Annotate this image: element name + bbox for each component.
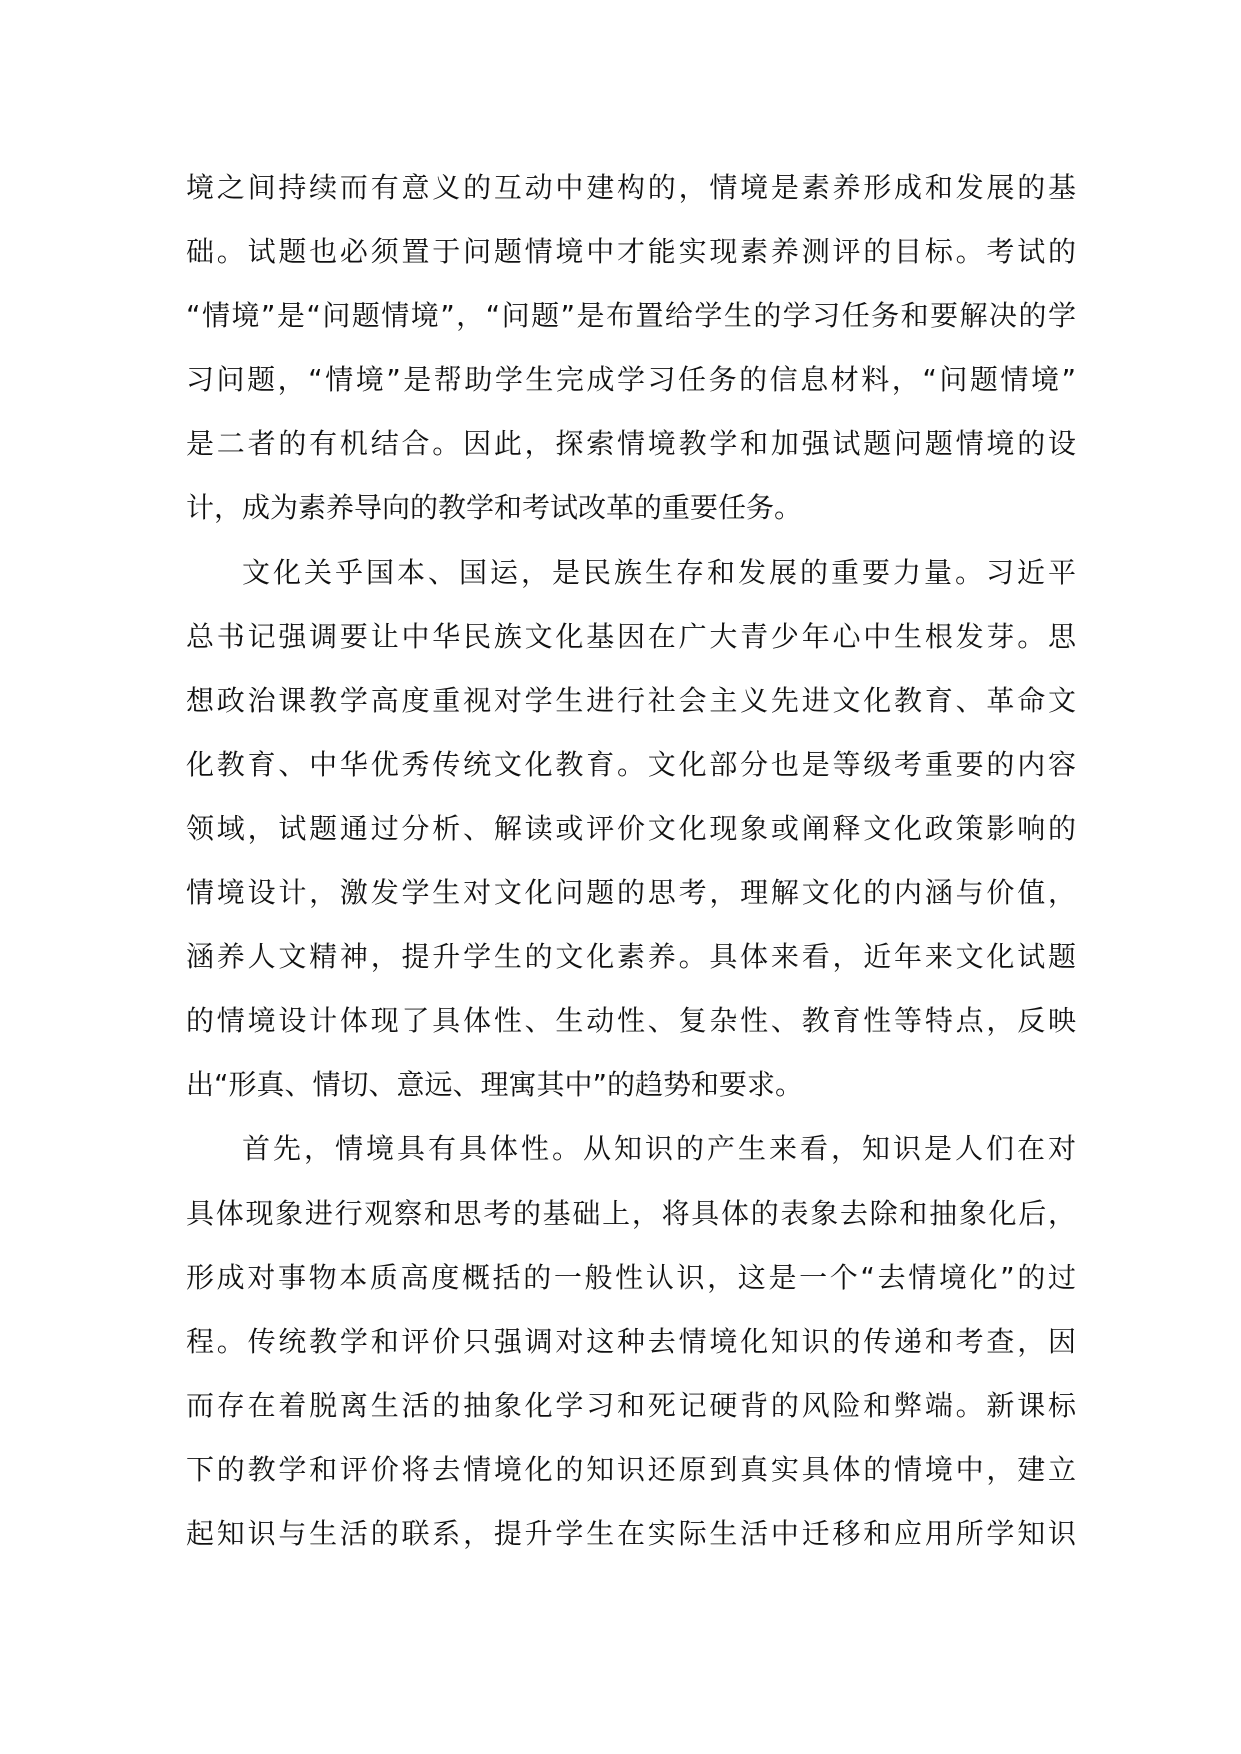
- text-line: 出“形真、情切、意远、理寓其中”的趋势和要求。: [186, 1068, 804, 1102]
- text-line: 境之间持续而有意义的互动中建构的，情境是素养形成和发展的基: [186, 171, 1076, 204]
- text-line: 具体现象进行观察和思考的基础上，将具体的表象去除和抽象化后，: [186, 1196, 1076, 1230]
- text-line: 起知识与生活的联系，提升学生在实际生活中迁移和应用所学知识: [186, 1516, 1076, 1550]
- text-line: 想政治课教学高度重视对学生进行社会主义先进文化教育、革命文: [186, 683, 1076, 717]
- text-line: 总书记强调要让中华民族文化基因在广大青少年心中生根发芽。思: [186, 619, 1076, 653]
- text-line: 化教育、中华优秀传统文化教育。文化部分也是等级考重要的内容: [186, 747, 1076, 781]
- text-line: 计，成为素养导向的教学和考试改革的重要任务。: [186, 491, 803, 525]
- text-line: 涵养人文精神，提升学生的文化素养。具体来看，近年来文化试题: [186, 940, 1076, 974]
- text-line: 而存在着脱离生活的抽象化学习和死记硬背的风险和弊端。新课标: [186, 1388, 1076, 1422]
- paragraph-first-line: 文化关乎国本、国运，是民族生存和发展的重要力量。习近平: [242, 555, 1076, 589]
- text-line: 下的教学和评价将去情境化的知识还原到真实具体的情境中，建立: [186, 1452, 1076, 1486]
- text-line: “情境”是“问题情境”，“问题”是布置给学生的学习任务和要解决的学: [186, 299, 1076, 333]
- text-line: 领域，试题通过分析、解读或评价文化现象或阐释文化政策影响的: [186, 811, 1076, 845]
- text-line: 情境设计，激发学生对文化问题的思考，理解文化的内涵与价值，: [186, 876, 1076, 910]
- paragraph-first-line: 首先，情境具有具体性。从知识的产生来看，知识是人们在对: [242, 1132, 1076, 1166]
- body-text: [186, 156, 1076, 1566]
- text-line: 础。试题也必须置于问题情境中才能实现素养测评的目标。考试的: [186, 235, 1076, 269]
- text-line: 的情境设计体现了具体性、生动性、复杂性、教育性等特点，反映: [186, 1004, 1076, 1038]
- text-line: 程。传统教学和评价只强调对这种去情境化知识的传递和考查，因: [186, 1324, 1076, 1358]
- text-line: 形成对事物本质高度概括的一般性认识，这是一个“去情境化”的过: [186, 1260, 1076, 1294]
- text-line: 习问题，“情境”是帮助学生完成学习任务的信息材料，“问题情境”: [186, 363, 1076, 397]
- text-line: 是二者的有机结合。因此，探索情境教学和加强试题问题情境的设: [186, 427, 1076, 461]
